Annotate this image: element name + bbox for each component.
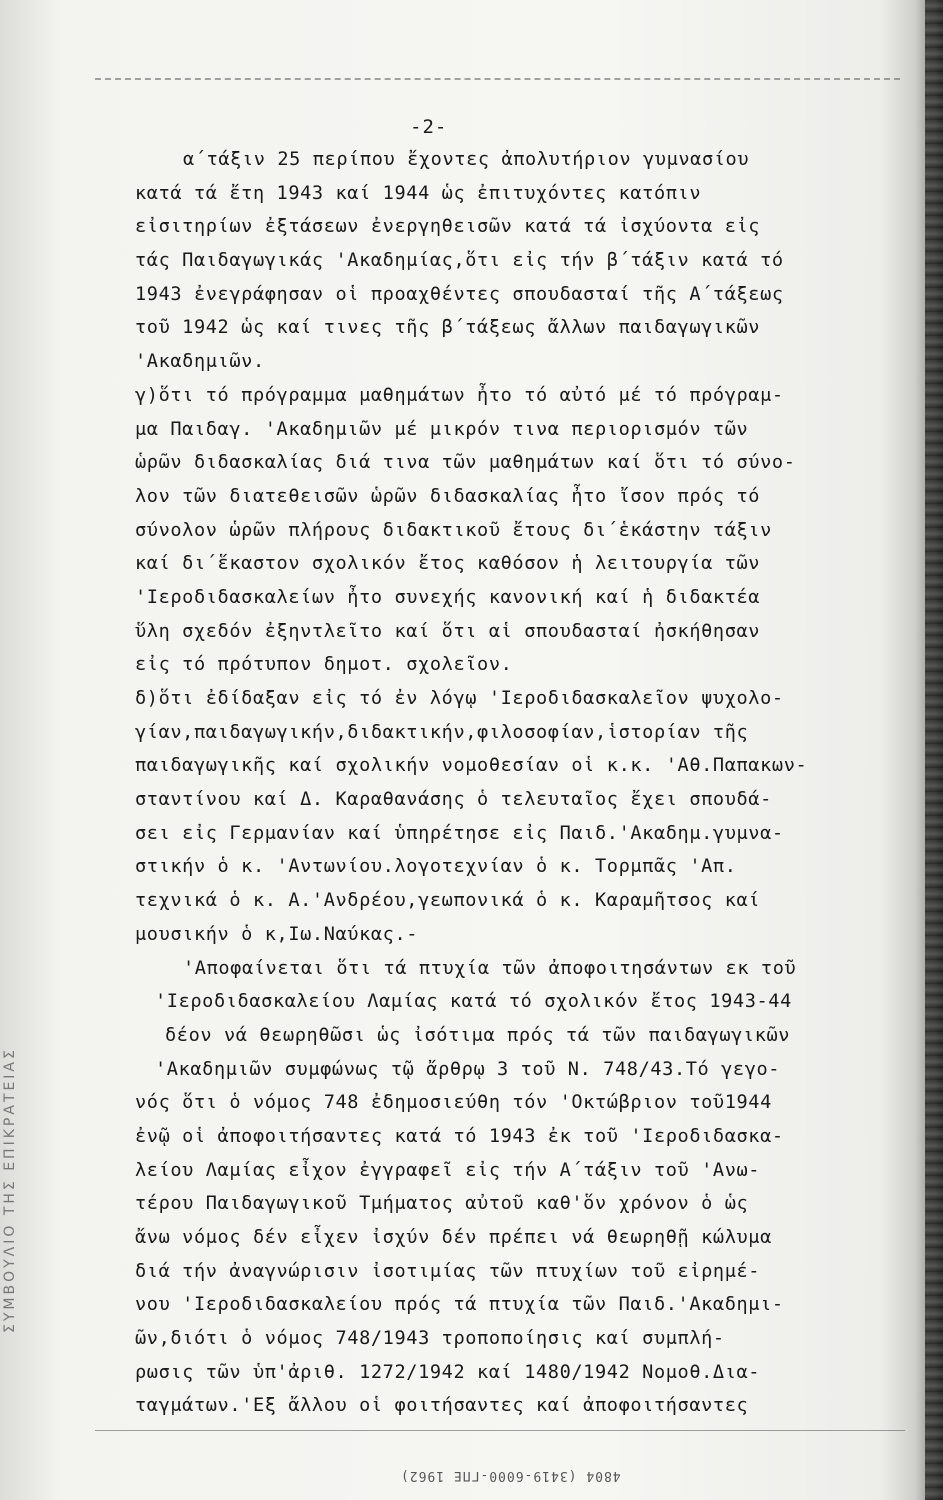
text-line: παιδαγωγικῆς καί σχολικήν νομοθεσίαν οἱ κ.κ. 'Αθ.Παπακων- [135,755,808,777]
text-line: τοῦ 1942 ὡς καί τινες τῆς β΄τάξεως ἄλλων παιδαγωγικῶν [135,317,761,339]
text-line: γίαν,παιδαγωγικήν,διδακτικήν,φιλοσοφίαν,ἱστορίαν τῆς [135,721,749,743]
text-line: δ)ὅτι ἐδίδαξαν εἰς τό ἐν λόγῳ 'Ιεροδιδασκαλεῖον ψυχολο- [135,688,784,709]
text-line: λείου Λαμίας εἶχον ἐγγραφεῖ εἰς τήν Α΄τάξιν τοῦ 'Ανω- [135,1159,761,1181]
text-line: 1943 ἐνεγράφησαν οἱ προαχθέντες σπουδασταί τῆς Α΄τάξεως [135,283,784,305]
text-line: μουσικήν ὁ κ,Ιω.Ναύκας.- [135,923,419,945]
text-line: εἰσιτηρίων ἐξτάσεων ἐνεργηθεισῶν κατά τά ἰσχύοντα εἰς [135,216,761,238]
text-line: νου 'Ιεροδιδασκαλείου πρός τά πτυχία τῶν Παιδ.'Ακαδημι- [135,1294,784,1316]
text-line: 'Ιεροδιδασκαλείων ἦτο συνεχής κανονική καί ἡ διδακτέα [135,586,761,608]
text-line: α΄τάξιν 25 περίπου ἔχοντες ἀπολυτήριον γυμνασίου [183,149,750,170]
text-line: διά τήν ἀναγνώρισιν ἰσοτιμίας τῶν πτυχίων τοῦ εἰρημέ- [135,1260,761,1282]
text-line: κατά τά ἔτη 1943 καί 1944 ὡς ἐπιτυχόντες κατόπιν [135,182,702,204]
text-line: καί δι΄ἕκαστον σχολικόν ἔτος καθόσον ἡ λειτουργία τῶν [135,553,761,575]
text-line: 'Αποφαίνεται ὅτι τά πτυχία τῶν ἀποφοιτησάντων εκ τοῦ [183,957,797,979]
text-line: σύνολον ὡρῶν πλήρους διδακτικοῦ ἔτους δι΄ἑκάστην τάξιν [135,519,772,541]
text-line: γ)ὅτι τό πρόγραμμα μαθημάτων ἦτο τό αὐτό μέ τό πρόγραμ- [135,384,784,406]
text-line: ρωσις τῶν ὑπ'ἀριθ. 1272/1942 καί 1480/1942 Νομοθ.Δια- [135,1361,761,1383]
text-line: τεχνικά ὁ κ. Α.'Ανδρέου,γεωπονικά ὁ κ. Καραμῆτσος καί [135,890,761,912]
text-line: τάς Παιδαγωγικάς 'Ακαδημίας,ὅτι εἰς τήν β΄τάξιν κατά τό [135,250,784,272]
side-stamp: ΣΥΜΒΟΥΛΙΟ ΤΗΣ ΕΠΙΚΡΑΤΕΙΑΣ [2,1047,18,1333]
bottom-rule [95,1430,905,1431]
text-line: ταγμάτων.'Εξ ἄλλου οἱ φοιτήσαντες καί ἀποφοιτήσαντες [135,1395,749,1417]
text-line: νός ὅτι ὁ νόμος 748 ἐδημοσιεύθη τόν 'Οκτώβριον τοῦ1944 [135,1092,772,1114]
body-text [135,143,925,1423]
footer-print-code: 4804 (3419-6000-ΓΠΕ 1962) [400,1468,621,1483]
text-line: ὡρῶν διδασκαλίας διά τινα τῶν μαθημάτων καί ὅτι τό σύνο- [135,452,796,474]
page-number: -2- [410,116,448,138]
text-line: 'Ακαδημιῶν συμφώνως τῷ ἄρθρῳ 3 τοῦ Ν. 748/43.Τό γεγο- [155,1058,781,1080]
text-line: μα Παιδαγ. 'Ακαδημιῶν μέ μικρόν τινα περιορισμόν τῶν [135,418,749,440]
text-line: σταντίνου καί Δ. Καραθανάσης ὁ τελευταῖος ἔχει σπουδά- [135,789,772,811]
text-line: σει εἰς Γερμανίαν καί ὑπηρέτησε εἰς Παιδ.'Ακαδημ.γυμνα- [135,822,784,844]
binding-edge [925,0,943,1500]
text-line: ὕλη σχεδόν ἐξηντλεῖτο καί ὅτι αἱ σπουδασταί ἠσκήθησαν [135,620,761,642]
text-line: ῶν,διότι ὁ νόμος 748/1943 τροποποίησις καί συμπλή- [135,1328,725,1350]
text-line: 'Ακαδημιῶν. [135,351,265,373]
text-line: 'Ιεροδιδασκαλείου Λαμίας κατά τό σχολικόν ἔτος 1943-44 [155,991,792,1013]
text-line: τέρου Παιδαγωγικοῦ Τμήματος αὐτοῦ καθ'ὅν χρόνον ὁ ὡς [135,1193,749,1215]
top-rule [95,78,900,80]
text-line: ἐνῷ οἱ ἀποφοιτήσαντες κατά τό 1943 ἐκ τοῦ 'Ιεροδιδασκα- [135,1125,784,1147]
text-line: ἄνω νόμος δέν εἶχεν ἰσχύν δέν πρέπει νά θεωρηθῇ κώλυμα [135,1227,772,1248]
text-line: λον τῶν διατεθεισῶν ὡρῶν διδασκαλίας ἦτο ἴσον πρός τό [135,485,761,507]
text-line: στικήν ὁ κ. 'Αντωνίου.λογοτεχνίαν ὁ κ. Τορμπᾶς 'Απ. [135,856,737,878]
text-line: δέον νά θεωρηθῶσι ὡς ἰσότιμα πρός τά τῶν παιδαγωγικῶν [165,1024,791,1046]
text-line: εἰς τό πρότυπον δημοτ. σχολεῖον. [135,654,513,676]
